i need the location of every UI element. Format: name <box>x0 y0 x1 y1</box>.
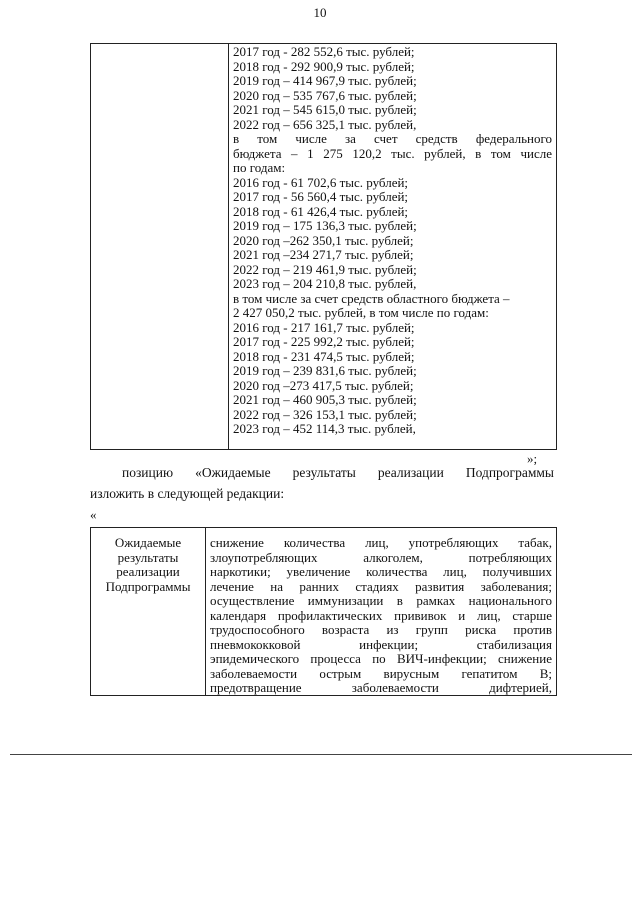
regional-line: 2022 год – 326 153,1 тыс. рублей; <box>233 406 417 422</box>
results-line: осуществление иммунизации в рамках национального <box>210 593 552 608</box>
funding-line: 2022 год – 656 325,1 тыс. рублей, <box>233 116 417 132</box>
position-paragraph: позицию «Ожидаемые результаты реализации Подпрограммы <box>122 465 554 480</box>
federal-line: 2022 год – 219 461,9 тыс. рублей; <box>233 261 417 277</box>
results-line: снижение количества лиц, употребляющих табак, <box>210 535 552 550</box>
regional-intro-line: в том числе за счет средств областного бюджета – <box>233 290 510 306</box>
funding-line: 2019 год – 414 967,9 тыс. рублей; <box>233 73 417 88</box>
funding-line: 2018 год - 292 900,9 тыс. рублей; <box>233 58 415 74</box>
table-column-divider <box>228 44 229 449</box>
results-line: наркотики; увеличение количества лиц, получивших <box>210 564 552 579</box>
regional-intro-line: 2 427 050,2 тыс. рублей, в том числе по годам: <box>233 305 489 320</box>
results-heading-line: результаты <box>117 549 179 565</box>
regional-line: 2020 год –273 417,5 тыс. рублей; <box>233 377 414 393</box>
footer-divider <box>10 754 632 755</box>
regional-line: 2016 год - 217 161,7 тыс. рублей; <box>233 319 415 335</box>
federal-line: 2017 год - 56 560,4 тыс. рублей; <box>233 189 409 204</box>
results-line: пневмококковой инфекции; стабилизация <box>210 636 552 652</box>
table-column-divider <box>205 528 206 695</box>
regional-line: 2019 год – 239 831,6 тыс. рублей; <box>233 363 417 378</box>
funding-cell <box>233 45 552 437</box>
results-line: эпидемического процесса по ВИЧ-инфекции; снижение <box>210 651 552 666</box>
results-line: предотвращение заболеваемости дифтерией, <box>210 680 552 695</box>
results-line: календаря профилактических прививок и лиц, старше <box>210 607 552 623</box>
results-heading-line: Подпрограммы <box>105 578 191 594</box>
funding-table <box>90 43 557 450</box>
funding-line: 2017 год - 282 552,6 тыс. рублей; <box>233 44 415 59</box>
regional-line: 2023 год – 452 114,3 тыс. рублей, <box>233 421 416 436</box>
regional-line: 2021 год – 460 905,3 тыс. рублей; <box>233 392 417 407</box>
federal-line: 2016 год - 61 702,6 тыс. рублей; <box>233 174 409 190</box>
results-line: трудоспособного возраста из групп риска против <box>210 622 552 637</box>
federal-line: 2023 год – 204 210,8 тыс. рублей, <box>233 276 417 291</box>
edit-instruction: изложить в следующей редакции: <box>90 486 285 501</box>
results-line: заболеваемости острым вирусным гепатитом В; <box>210 665 552 681</box>
opening-quote: « <box>90 507 97 522</box>
funding-line: 2020 год – 535 767,6 тыс. рублей; <box>233 87 417 103</box>
results-text-cell <box>210 536 552 696</box>
federal-line: 2021 год –234 271,7 тыс. рублей; <box>233 247 414 262</box>
closing-quote: »; <box>527 451 538 466</box>
federal-line: 2020 год –262 350,1 тыс. рублей; <box>233 232 414 248</box>
results-table <box>90 527 557 696</box>
federal-by-years: по годам: <box>233 160 286 175</box>
results-heading-cell <box>95 536 201 594</box>
results-heading-line: реализации <box>116 564 180 579</box>
federal-line: 2018 год - 61 426,4 тыс. рублей; <box>233 203 409 219</box>
regional-line: 2017 год - 225 992,2 тыс. рублей; <box>233 334 415 349</box>
funding-line: 2021 год – 545 615,0 тыс. рублей; <box>233 102 417 117</box>
federal-intro-line: в том числе за счет средств федерального <box>233 131 552 146</box>
regional-line: 2018 год - 231 474,5 тыс. рублей; <box>233 348 415 364</box>
federal-intro-line: бюджета – 1 275 120,2 тыс. рублей, в том числе <box>233 145 552 161</box>
federal-line: 2019 год – 175 136,3 тыс. рублей; <box>233 218 417 233</box>
results-line: злоупотребляющих алкоголем, потребляющих <box>210 549 552 565</box>
page-number: 10 <box>313 5 327 20</box>
results-line: лечение на ранних стадиях развития заболевания; <box>210 578 552 594</box>
results-heading-line: Ожидаемые <box>114 535 182 550</box>
